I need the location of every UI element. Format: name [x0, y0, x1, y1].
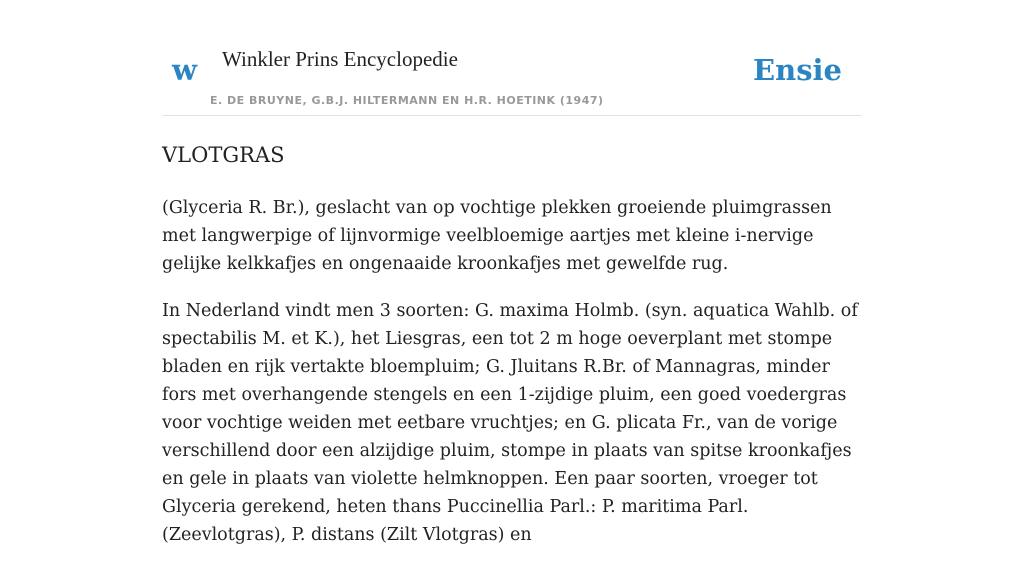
ensie-logo[interactable]: Ensie	[753, 53, 842, 87]
source-authors: E. DE BRUYNE, G.B.J. HILTERMANN EN H.R. HOETINK (1947)	[210, 94, 604, 107]
wp-logo-icon[interactable]: w	[172, 53, 197, 87]
article	[162, 140, 862, 568]
source-title[interactable]: Winkler Prins Encyclopedie	[222, 47, 458, 71]
entry-title: VLOTGRAS	[162, 143, 285, 167]
site-header	[162, 40, 862, 116]
definition-paragraph: (Glyceria R. Br.), geslacht van op vochtige plekken groeiende pluimgrassen met langwerpige of lijnvormige veelbloemige aartjes met kleine i-nervige gelijke kelkkafjes en ongenaaide kroonkafjes met gewelfde rug.	[162, 198, 832, 274]
definition-paragraph: In Nederland vindt men 3 soorten: G. maxima Holmb. (syn. aquatica Wahlb. of spectabilis M. et K.), het Liesgras, een tot 2 m hoge oeverplant met stompe bladen en rijk vertakte bloempluim; G. Jluitans R.Br. of Mannagras, minder fors met overhangende stengels en een 1-zijdige pluim, een goed voedergras voor vochtige weiden met eetbare vruchtjes; en G. plicata Fr., van de vorige verschillend door een alzijdige pluim, stompe in plaats van spitse kroonkafjes en gele in plaats van violette helmknoppen. Een paar soorten, vroeger tot Glyceria gerekend, heten thans Puccinellia Parl.: P. maritima Parl. (Zeevlotgras), P. distans (Zilt Vlotgras) en	[162, 301, 858, 545]
